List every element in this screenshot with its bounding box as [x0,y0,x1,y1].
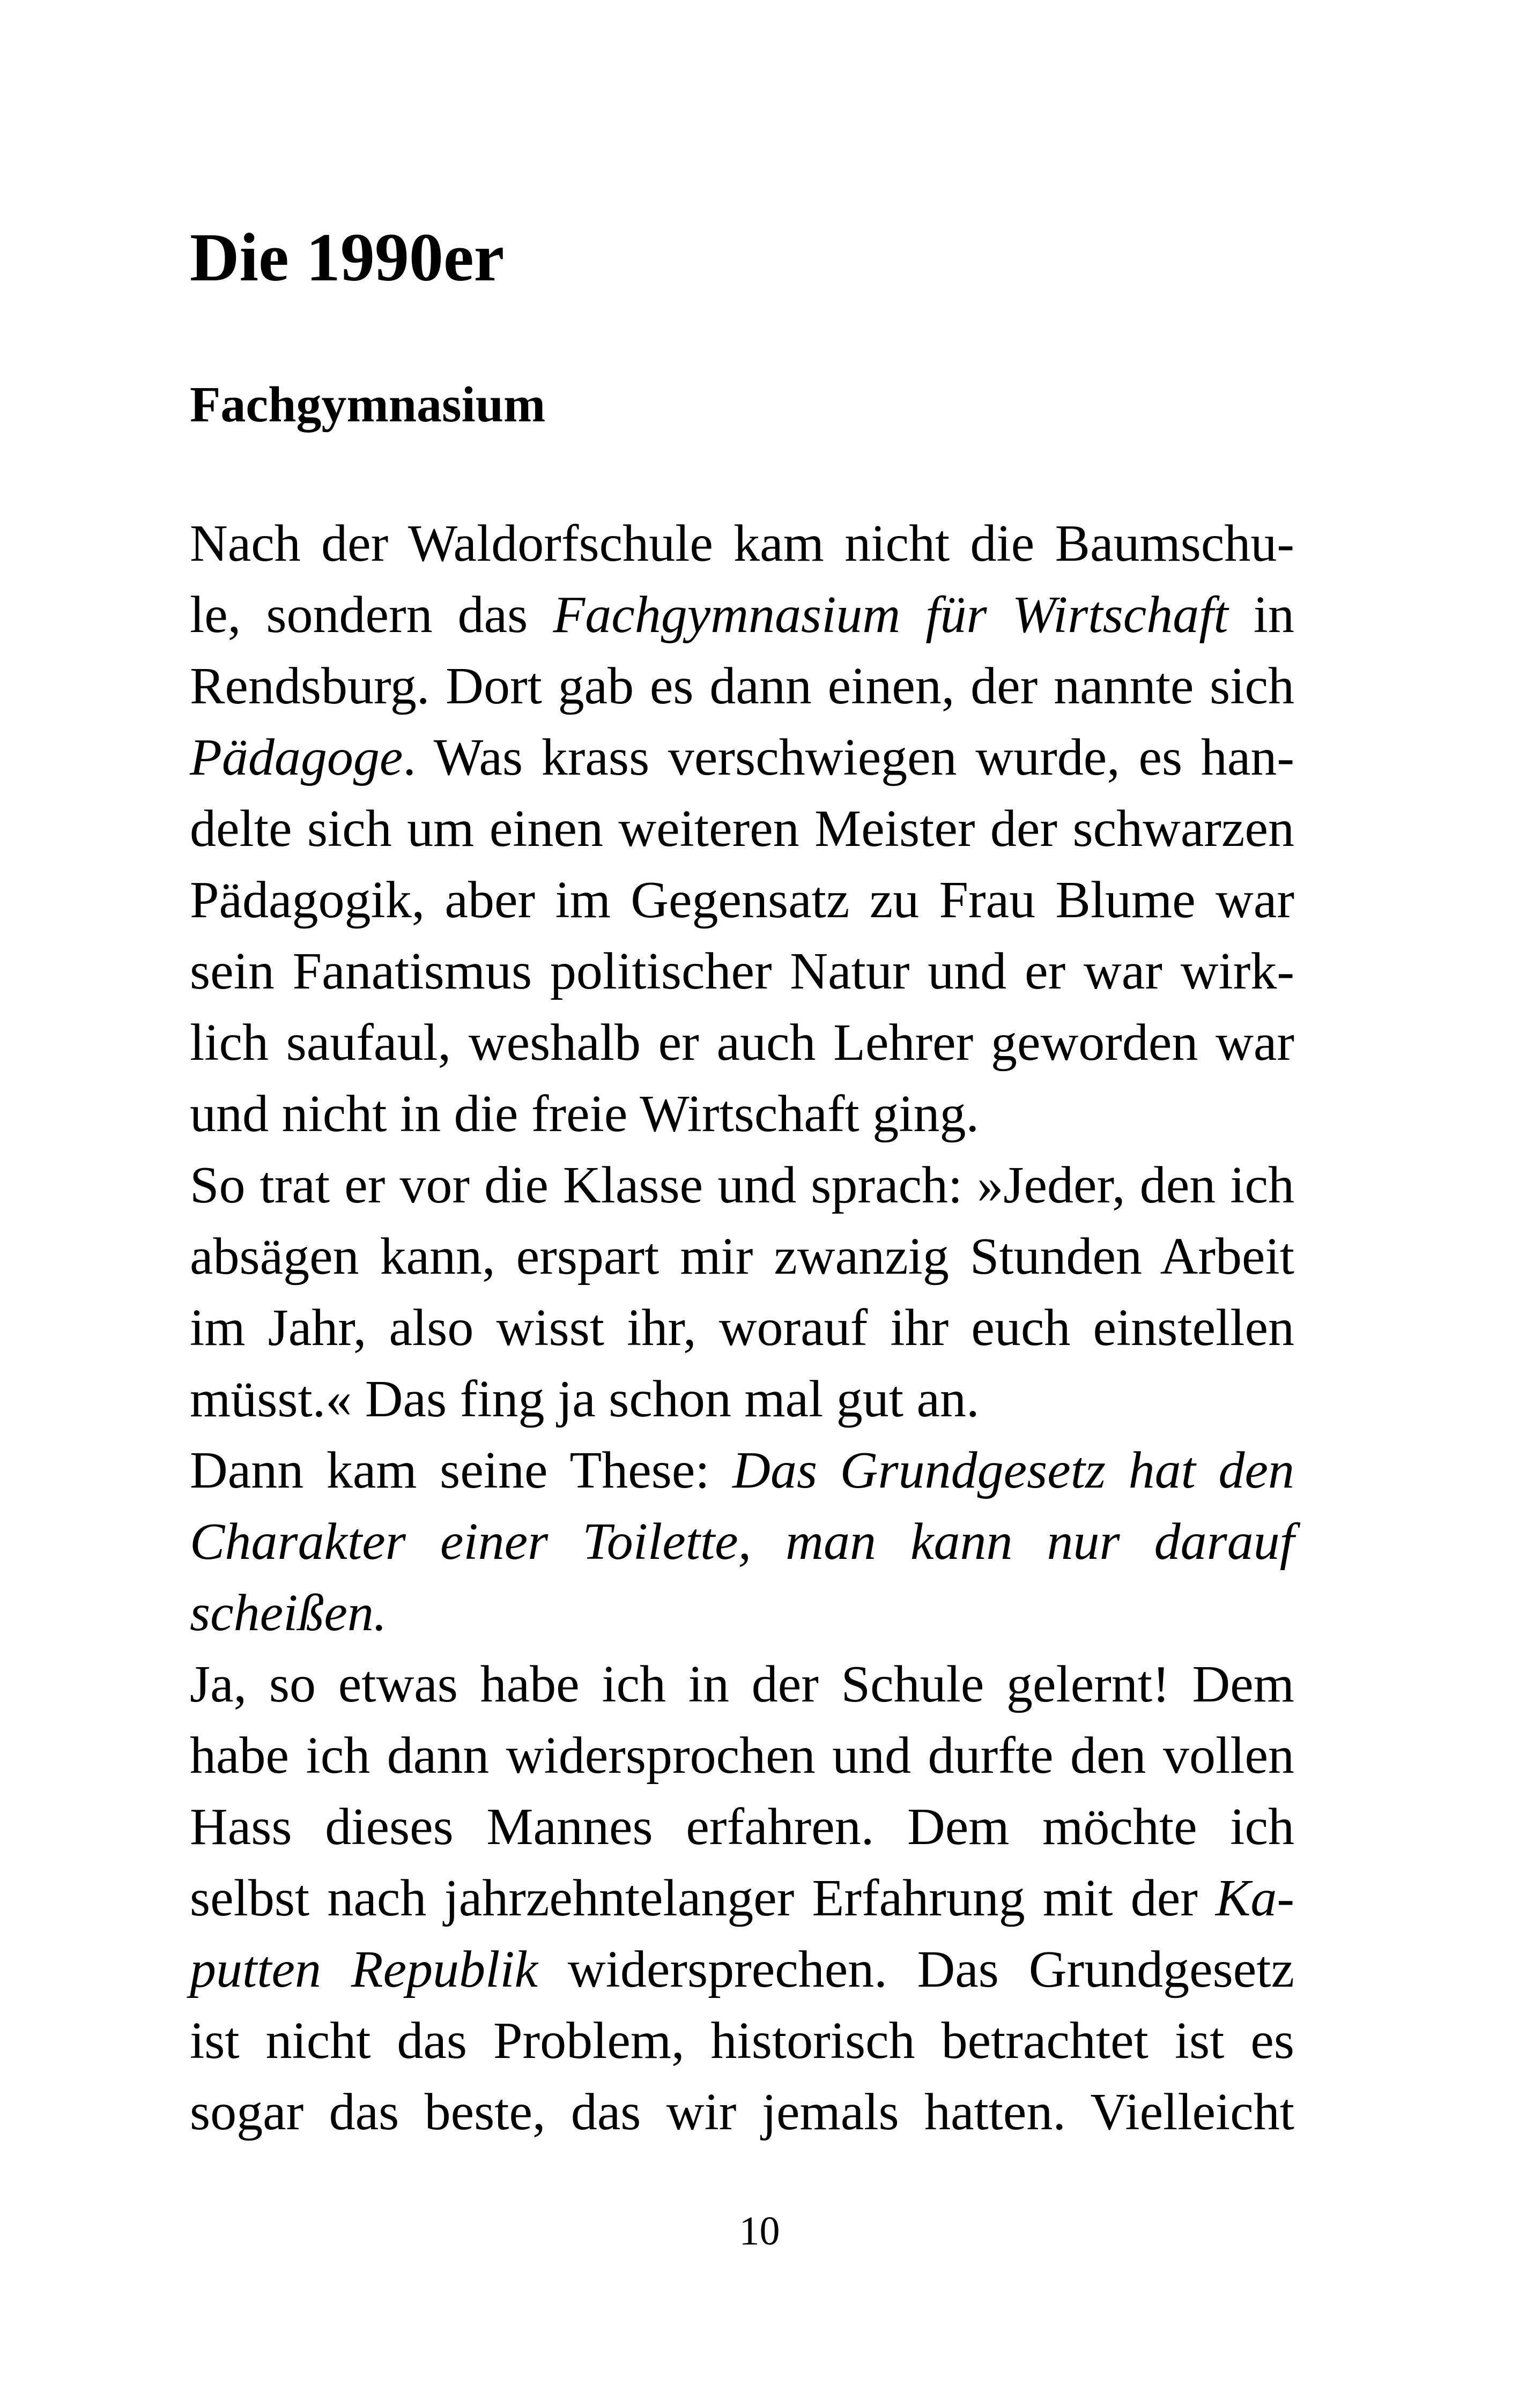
text-line [190,722,1294,793]
body-text [190,508,1294,2148]
italic-text-segment: Fachgymnasium für Wirtschaft [553,586,1228,644]
text-line [190,865,1294,936]
text-line [190,2077,1294,2148]
text-segment: Dann kam seine These: [190,1441,733,1499]
text-line [190,936,1294,1007]
text-segment: le, sondern das [190,586,553,644]
text-segment: . Was krass verschwiegen wurde, es han- [403,729,1294,786]
italic-text-segment: scheißen. [190,1584,387,1642]
text-segment: delte sich um einen weiteren Meister der schwarzen [190,800,1294,858]
text-line [190,1221,1294,1292]
text-line [190,1934,1294,2005]
text-segment: Ja, so etwas habe ich in der Schule gelernt! Dem [190,1655,1294,1713]
italic-text-segment: Pädagoge [190,729,403,786]
text-line [190,651,1294,722]
section-title: Fachgymnasium [190,377,546,433]
text-segment: habe ich dann widersprochen und durfte den vollen [190,1727,1294,1785]
text-segment: in [1228,586,1294,644]
text-line [190,1720,1294,1792]
text-line [190,1364,1294,1435]
text-line [190,508,1294,579]
text-line [190,1863,1294,1934]
text-segment: Hass dieses Mannes erfahren. Dem möchte ich [190,1798,1294,1856]
text-line [190,1435,1294,1506]
text-segment: Rendsburg. Dort gab es dann einen, der nannte sich [190,657,1294,715]
text-segment: und nicht in die freie Wirtschaft ging. [190,1085,980,1143]
text-line [190,579,1294,651]
text-segment: selbst nach jahrzehntelanger Erfahrung mit der [190,1869,1216,1927]
text-segment: absägen kann, erspart mir zwanzig Stunden Arbeit [190,1228,1294,1285]
text-segment: im Jahr, also wisst ihr, worauf ihr euch einstellen [190,1299,1294,1357]
italic-text-segment: Ka- [1216,1869,1294,1927]
page-number: 10 [739,2209,780,2254]
italic-text-segment: Charakter einer Toilette, man kann nur darauf [190,1513,1294,1571]
text-segment: widersprechen. Das Grundgesetz [538,1941,1294,1998]
text-segment: müsst.« Das fing ja schon mal gut an. [190,1370,980,1428]
italic-text-segment: Das Grundgesetz hat den [732,1441,1294,1499]
text-line [190,1292,1294,1364]
text-line [190,1150,1294,1221]
text-segment: Nach der Waldorfschule kam nicht die Baumschu- [190,515,1294,573]
text-line [190,1506,1294,1578]
text-line [190,2005,1294,2077]
italic-text-segment: putten Republik [190,1941,538,1998]
text-line [190,1007,1294,1079]
text-segment: ist nicht das Problem, historisch betrachtet ist es [190,2012,1294,2070]
text-segment: sein Fanatismus politischer Natur und er war wirk- [190,942,1294,1000]
text-segment: So trat er vor die Klasse und sprach: »Jeder, den ich [190,1156,1294,1214]
text-line [190,793,1294,865]
text-line [190,1792,1294,1863]
text-segment: lich saufaul, weshalb er auch Lehrer geworden war [190,1014,1294,1072]
text-segment: Pädagogik, aber im Gegensatz zu Frau Blume war [190,871,1294,929]
text-line [190,1578,1294,1649]
text-segment: sogar das beste, das wir jemals hatten. Vielleicht [190,2083,1294,2141]
text-line [190,1649,1294,1720]
text-line [190,1079,1294,1150]
chapter-title: Die 1990er [190,219,505,295]
